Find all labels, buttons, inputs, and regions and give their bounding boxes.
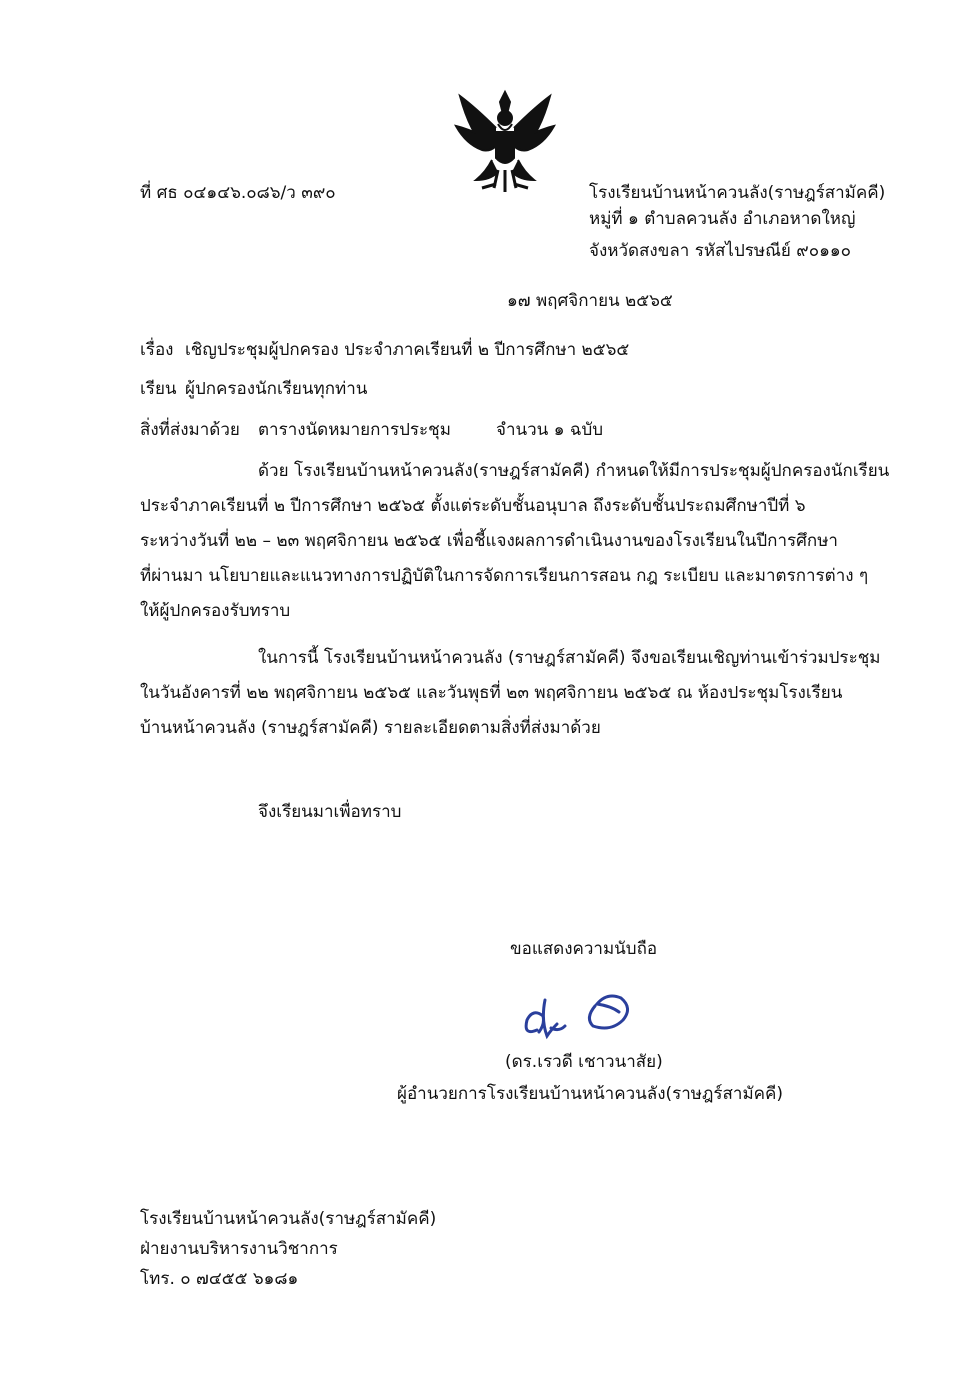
paragraph-1-line: ด้วย โรงเรียนบ้านหน้าควนลัง(ราษฎร์สามัคคี) กำหนดให้มีการประชุมผู้ปกครองนักเรียน: [258, 461, 890, 481]
signer-name: (ดร.เรวดี เชาวนาสัย): [505, 1052, 663, 1072]
body-paragraph-1: [140, 454, 890, 629]
paragraph-1-line: ระหว่างวันที่ ๒๒ – ๒๓ พฤศจิกายน ๒๕๖๕ เพื่อชี้แจงผลการดำเนินงานของโรงเรียนในปีการศึกษา: [140, 531, 838, 551]
letter-date: ๑๗ พฤศจิกายน ๒๕๖๕: [507, 291, 673, 311]
footer-line-1: โรงเรียนบ้านหน้าควนลัง(ราษฎร์สามัคคี): [140, 1209, 437, 1229]
closing-sentence: จึงเรียนมาเพื่อทราบ: [258, 802, 402, 822]
recipient-label: เรียน: [140, 379, 177, 399]
footer-line-2: ฝ่ายงานบริหารงานวิชาการ: [140, 1239, 338, 1259]
paragraph-2-line: บ้านหน้าควนลัง (ราษฎร์สามัคคี) รายละเอียดตามสิ่งที่ส่งมาด้วย: [140, 718, 601, 738]
enclosure-label: สิ่งที่ส่งมาด้วย: [140, 420, 240, 440]
paragraph-1-line: ประจำภาคเรียนที่ ๒ ปีการศึกษา ๒๕๖๕ ตั้งแต่ระดับชั้นอนุบาล ถึงระดับชั้นประถมศึกษาปีที่ ๖: [140, 496, 806, 516]
paragraph-1-line: ให้ผู้ปกครองรับทราบ: [140, 601, 291, 621]
paragraph-2-line: ในวันอังคารที่ ๒๒ พฤศจิกายน ๒๕๖๕ และวันพุธที่ ๒๓ พฤศจิกายน ๒๕๖๕ ณ ห้องประชุมโรงเรียน: [140, 683, 843, 703]
paragraph-1-line: ที่ผ่านมา นโยบายและแนวทางการปฏิบัติในการจัดการเรียนการสอน กฎ ระเบียบ และมาตรการต่าง ๆ: [140, 566, 869, 586]
closing-salutation: ขอแสดงความนับถือ: [510, 939, 658, 959]
enclosure-item: ตารางนัดหมายการประชุม: [258, 420, 451, 440]
school-address-line-2: หมู่ที่ ๑ ตำบลควนลัง อำเภอหาดใหญ่: [589, 209, 856, 229]
subject-text: เชิญประชุมผู้ปกครอง ประจำภาคเรียนที่ ๒ ปีการศึกษา ๒๕๖๕: [185, 340, 630, 360]
subject-label: เรื่อง: [140, 340, 174, 360]
school-address-line-1: โรงเรียนบ้านหน้าควนลัง(ราษฎร์สามัคคี): [589, 183, 886, 203]
recipient-text: ผู้ปกครองนักเรียนทุกท่าน: [185, 379, 368, 399]
school-address-line-3: จังหวัดสงขลา รหัสไปรษณีย์ ๙๐๑๑๐: [589, 241, 852, 261]
enclosure-quantity: จำนวน ๑ ฉบับ: [496, 420, 604, 440]
reference-number: ที่ ศธ ๐๔๑๔๖.๐๘๖/ว ๓๙๐: [140, 183, 336, 203]
paragraph-2-line: ในการนี้ โรงเรียนบ้านหน้าควนลัง (ราษฎร์สามัคคี) จึงขอเรียนเชิญท่านเข้าร่วมประชุม: [258, 648, 881, 668]
body-paragraph-2: [140, 641, 881, 746]
signer-title: ผู้อำนวยการโรงเรียนบ้านหน้าควนลัง(ราษฎร์สามัคคี): [397, 1084, 784, 1104]
signature-icon: [515, 980, 645, 1050]
garuda-emblem-icon: [446, 88, 564, 198]
footer-line-3: โทร. ๐ ๗๔๕๕ ๖๑๘๑: [140, 1269, 299, 1289]
